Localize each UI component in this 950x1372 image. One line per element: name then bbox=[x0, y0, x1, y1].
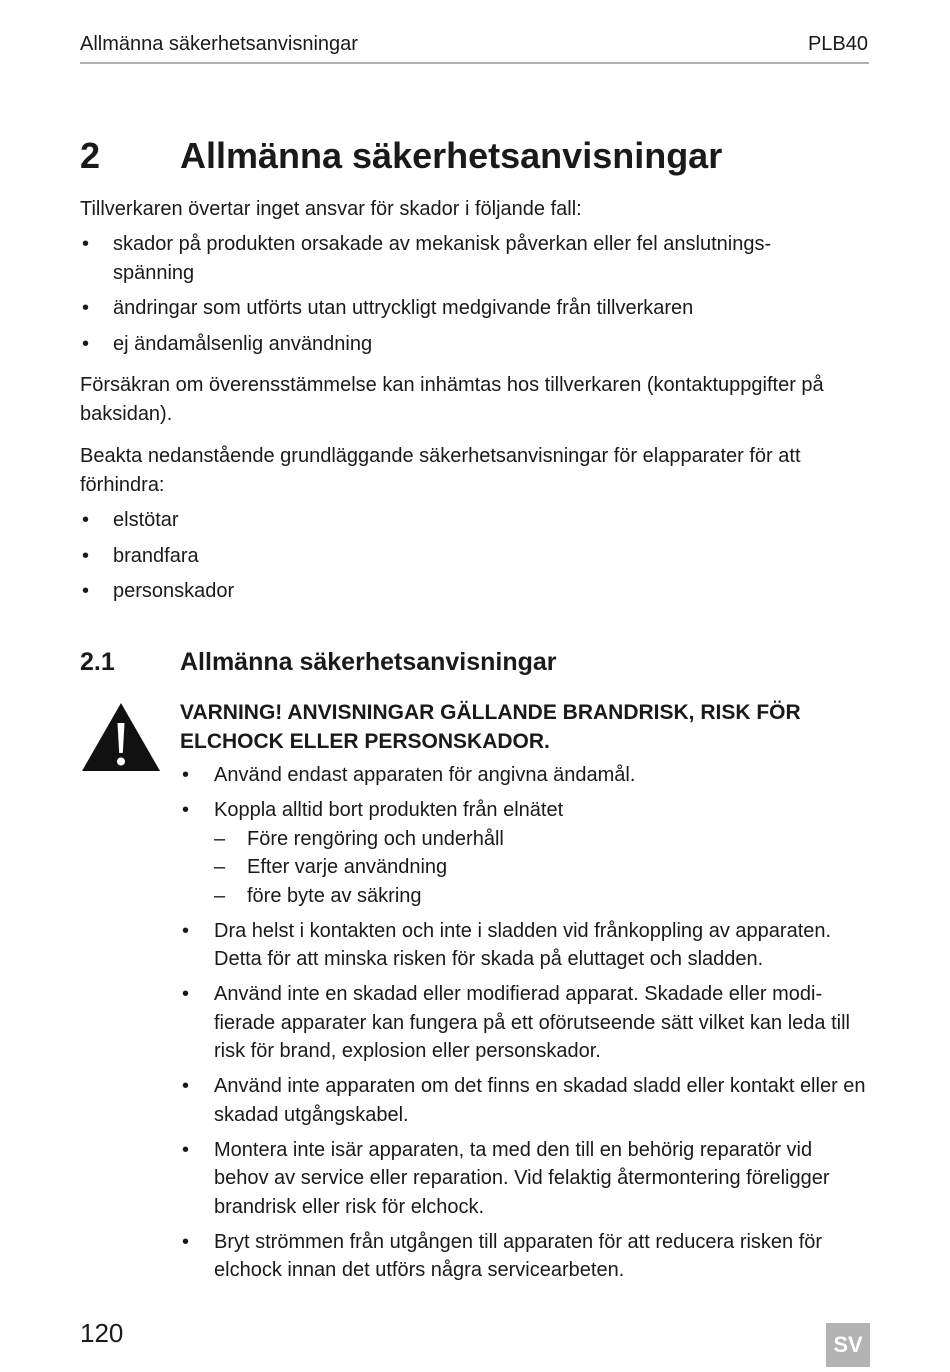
list-item: • Använd inte apparaten om det finns en skadad sladd eller kontakt eller en skadad utgångskabel. bbox=[182, 1075, 866, 1126]
list-item: • Koppla alltid bort produkten från elnätet – Före rengöring och underhåll – Efter varje användning – före byte av säkring bbox=[180, 796, 870, 910]
list-item: • Använd inte en skadad eller modifierad apparat. Skadade eller modi- fierade apparater kan fungera på ett oförutseende sätt vilket kan leda till risk för brand, explosion eller personskador. bbox=[182, 983, 850, 1062]
list-item: • skador på produkten orsakade av mekanisk påverkan eller fel anslutnings- spänning bbox=[82, 233, 772, 284]
list-item: • personskador bbox=[82, 580, 235, 602]
running-header-title: Allmänna säkerhetsanvisningar bbox=[80, 33, 358, 55]
basic-safety-intro: Beakta nedanstående grundläggande säkerhetsanvisningar för elapparater för att förhindra: bbox=[80, 445, 801, 496]
list-item: • ändringar som utförts utan uttryckligt medgivande från tillverkaren bbox=[82, 297, 694, 319]
list-item-text: Använd inte apparaten om det finns en skadad sladd eller kontakt eller en skadad utgångskabel. bbox=[214, 1075, 866, 1126]
section-title: Allmänna säkerhetsanvisningar bbox=[180, 135, 723, 176]
subsection-heading bbox=[80, 648, 557, 677]
list-item: • ej ändamålsenlig användning bbox=[82, 332, 373, 355]
running-header-model: PLB40 bbox=[807, 33, 868, 55]
sub-list-item-text: Före rengöring och underhåll bbox=[247, 827, 504, 850]
list-item-text: ändringar som utförts utan uttryckligt medgivande från tillverkaren bbox=[113, 297, 694, 319]
warning-triangle-icon bbox=[80, 701, 162, 773]
liability-list bbox=[80, 230, 880, 365]
list-item: • Montera inte isär apparaten, ta med den till en behörig reparatör vid behov av service eller reparation. Vid felaktig återmontering föreligger brandrisk eller risk för elchock. bbox=[182, 1138, 830, 1218]
sub-list-item: – före byte av säkring bbox=[214, 884, 422, 907]
list-item-text: Använd endast apparaten för angivna ändamål. bbox=[214, 764, 636, 786]
list-item-text: brandfara bbox=[113, 544, 199, 567]
list-item-text: ej ändamålsenlig användning bbox=[113, 332, 373, 355]
list-item-text: Bryt strömmen från utgången till apparaten för att reducera risken för elchock innan det utförs några servicearbeten. bbox=[214, 1230, 823, 1281]
subsection-number: 2.1 bbox=[80, 648, 115, 676]
list-item-text: Dra helst i kontakten och inte i sladden vid frånkoppling av apparaten. Detta för att minska risken för skada på eluttaget och sladden. bbox=[214, 919, 832, 970]
list-item-text: skador på produkten orsakade av mekanisk påverkan eller fel anslutnings- spänning bbox=[113, 233, 772, 284]
sub-list-item: – Efter varje användning bbox=[214, 856, 448, 878]
list-item: • Bryt strömmen från utgången till apparaten för att reducera risken för elchock innan det utförs några servicearbeten. bbox=[182, 1230, 823, 1281]
language-badge: SV bbox=[826, 1323, 870, 1367]
list-item: • elstötar bbox=[82, 509, 179, 531]
intro-paragraph: Tillverkaren övertar inget ansvar för skador i följande fall: bbox=[80, 198, 582, 220]
list-item: • Använd endast apparaten för angivna ändamål. bbox=[182, 764, 636, 786]
list-item-text: Montera inte isär apparaten, ta med den till en behörig reparatör vid behov av service eller reparation. Vid felaktig återmontering föreligger brandrisk eller risk för elchock. bbox=[214, 1138, 830, 1218]
list-item-text: Använd inte en skadad eller modifierad apparat. Skadade eller modi- fierade apparater kan fungera på ett oförutseende sätt vilket kan leda till risk för brand, explosion eller personskador. bbox=[214, 983, 850, 1062]
header-divider bbox=[80, 62, 869, 64]
list-item: • Dra helst i kontakten och inte i sladden vid frånkoppling av apparaten. Detta för att minska risken för skada på eluttaget och sladden. bbox=[182, 919, 832, 970]
warning-list bbox=[180, 761, 870, 1291]
hazard-list bbox=[80, 506, 880, 613]
sub-list-item-text: Efter varje användning bbox=[247, 856, 448, 878]
list-item: • brandfara bbox=[82, 544, 199, 567]
conformity-paragraph: Försäkran om överensstämmelse kan inhämtas hos tillverkaren (kontaktuppgifter på baksidan). bbox=[80, 374, 824, 425]
sub-list-item-text: före byte av säkring bbox=[247, 884, 422, 907]
list-item-text: personskador bbox=[113, 580, 235, 602]
page-number: 120 bbox=[80, 1318, 124, 1348]
list-item-text: elstötar bbox=[113, 509, 179, 531]
list-item-text: Koppla alltid bort produkten från elnätet bbox=[214, 799, 564, 821]
subsection-title: Allmänna säkerhetsanvisningar bbox=[180, 648, 557, 676]
section-number: 2 bbox=[80, 135, 101, 176]
sub-list-item: – Före rengöring och underhåll bbox=[214, 827, 504, 850]
warning-title: VARNING! ANVISNINGAR GÄLLANDE BRANDRISK, RISK FÖR ELCHOCK ELLER PERSONSKADOR. bbox=[180, 701, 801, 753]
